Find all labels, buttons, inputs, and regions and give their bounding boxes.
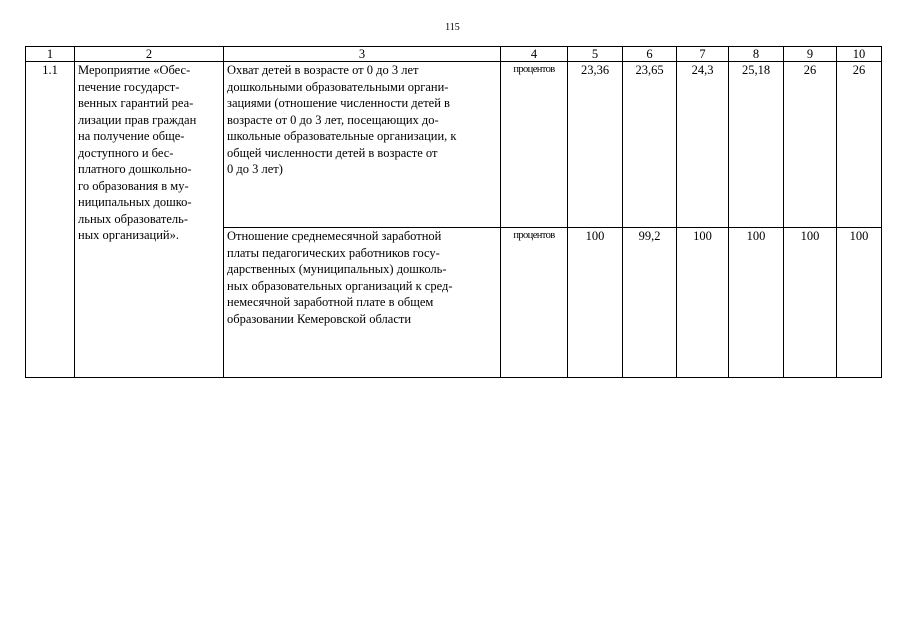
- header-cell: 4: [501, 47, 568, 62]
- header-cell: 6: [623, 47, 677, 62]
- value-cell: 100: [677, 228, 729, 378]
- event-cell: Мероприятие «Обес- печение государст- венных гарантий реа- лизации прав граждан на получение обще- доступного и бес- платного дошкольно- го образования в му- ниципальных дошко- льных образователь- ных организаций».: [75, 62, 224, 378]
- value-cell: 26: [837, 62, 882, 228]
- header-cell: 3: [224, 47, 501, 62]
- value-cell: 26: [784, 62, 837, 228]
- header-cell: 5: [568, 47, 623, 62]
- value-cell: 100: [568, 228, 623, 378]
- value-cell: 100: [784, 228, 837, 378]
- indicator-name-cell: Охват детей в возрасте от 0 до 3 лет дошкольными образовательными органи- зациями (отношение численности детей в возрасте от 0 до 3 лет, посещающих до- школьные образовательные организации, к общей численности детей в возрасте от 0 до 3 лет): [224, 62, 501, 228]
- header-cell: 10: [837, 47, 882, 62]
- value-cell: 99,2: [623, 228, 677, 378]
- header-cell: 9: [784, 47, 837, 62]
- table-row: [26, 62, 882, 228]
- value-cell: 25,18: [729, 62, 784, 228]
- value-cell: 23,36: [568, 62, 623, 228]
- header-cell: 7: [677, 47, 729, 62]
- value-cell: 100: [729, 228, 784, 378]
- value-cell: 24,3: [677, 62, 729, 228]
- header-cell: 8: [729, 47, 784, 62]
- indicators-table: [25, 46, 882, 378]
- header-cell: 1: [26, 47, 75, 62]
- unit-cell: процентов: [501, 228, 568, 378]
- indicator-name-cell: Отношение среднемесячной заработной платы педагогических работников госу- дарственных (муниципальных) дошколь- ных образовательных организаций к сред- немесячной заработной плате в общем образовании Кемеровской области: [224, 228, 501, 378]
- value-cell: 100: [837, 228, 882, 378]
- header-row: [26, 47, 882, 62]
- value-cell: 23,65: [623, 62, 677, 228]
- row-number-cell: 1.1: [26, 62, 75, 378]
- unit-cell: процентов: [501, 62, 568, 228]
- header-cell: 2: [75, 47, 224, 62]
- page-number: 115: [445, 22, 460, 33]
